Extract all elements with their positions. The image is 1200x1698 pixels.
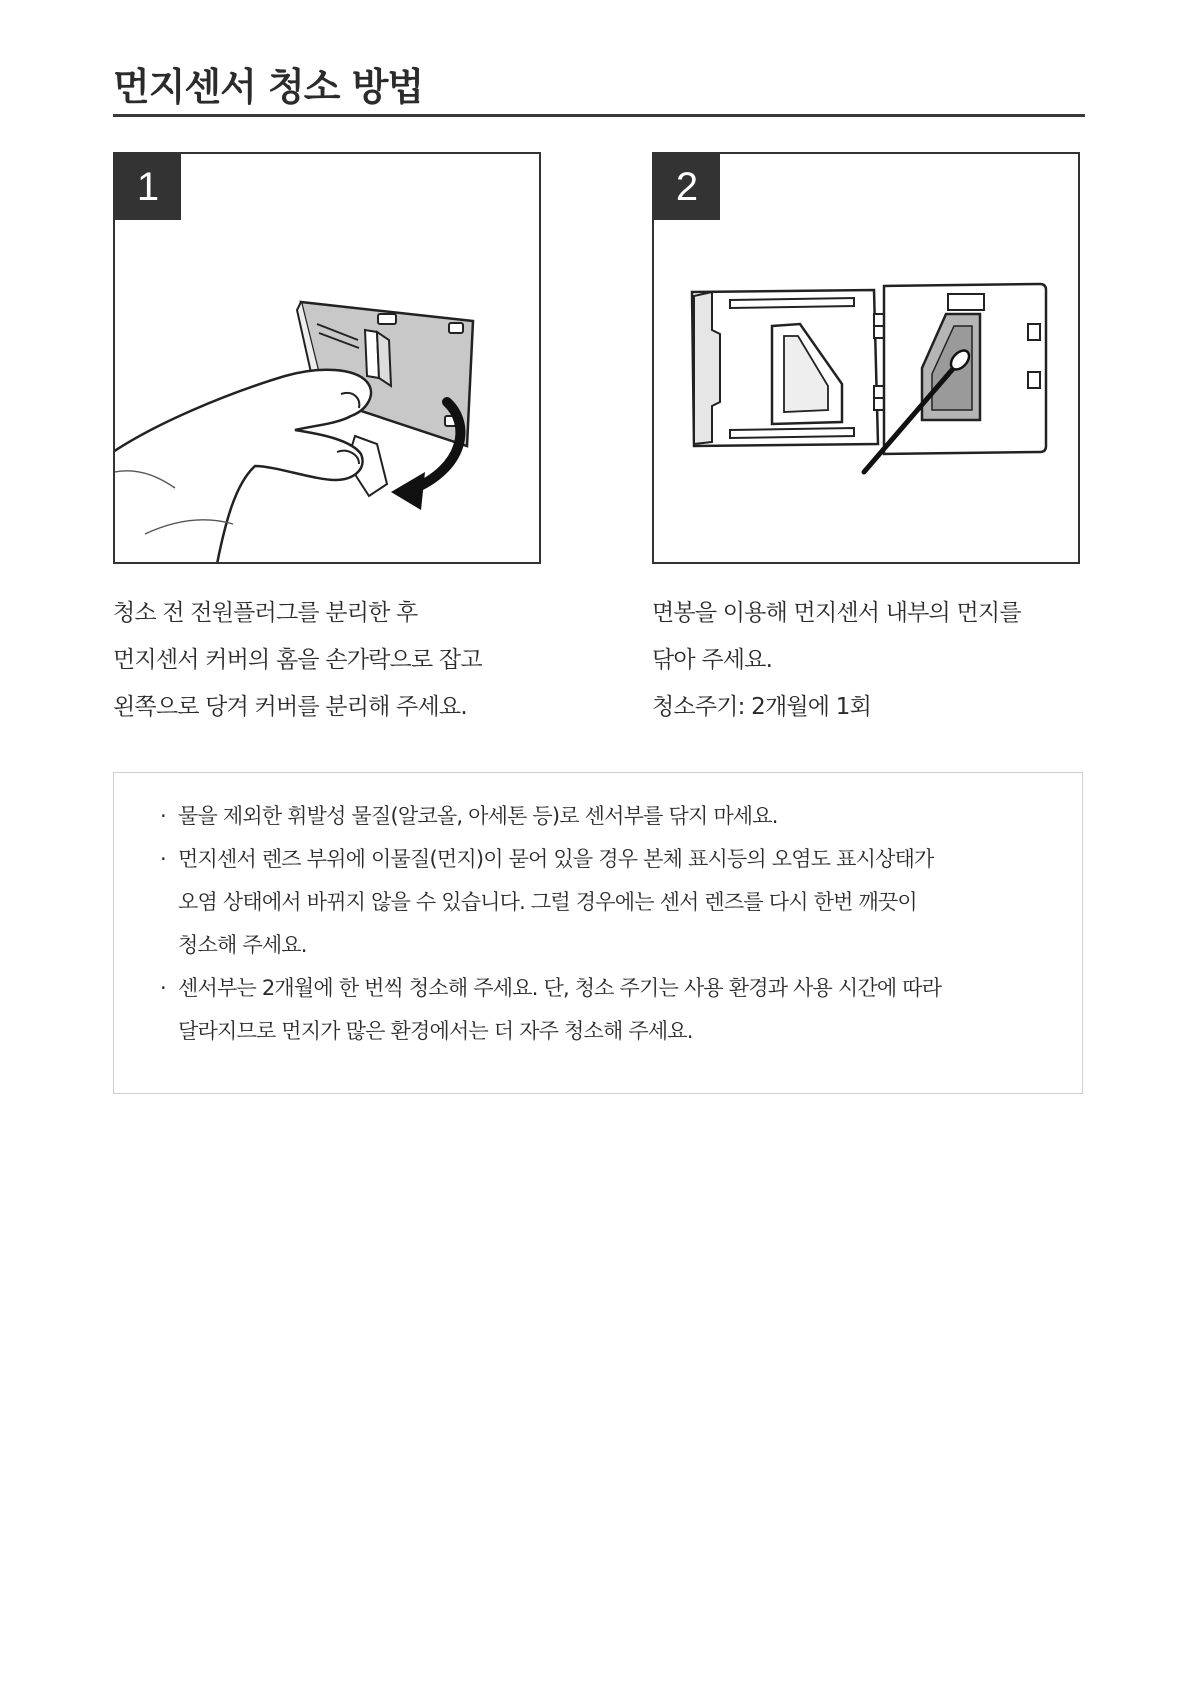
caption-line: 먼지센서 커버의 홈을 손가락으로 잡고 (113, 647, 482, 673)
note-line: · 먼지센서 렌즈 부위에 이물질(먼지)이 묻어 있을 경우 본체 표시등의 오염도 표시상태가 (162, 838, 1082, 881)
bullet: · (160, 804, 166, 828)
page-title: 먼지센서 청소 방법 (113, 65, 424, 109)
step-number-badge: 1 (115, 154, 181, 220)
note-line: 청소해 주세요. (178, 933, 307, 957)
caption-line: 면봉을 이용해 먼지센서 내부의 먼지를 (652, 600, 1021, 626)
bullet: · (160, 847, 166, 871)
caption-line: 청소주기: 2개월에 1회 (652, 694, 871, 720)
title-divider (113, 114, 1085, 117)
hand-shape (115, 370, 371, 562)
note-line: 오염 상태에서 바뀌지 않을 수 있습니다. 그럴 경우에는 센서 렌즈를 다시 한번 깨끗이 (178, 890, 917, 914)
step-2-panel (652, 152, 1080, 564)
step-2-caption (652, 590, 1092, 731)
caption-line: 닦아 주세요. (652, 647, 773, 673)
step-1-caption (113, 590, 553, 731)
note-line: 달라지므로 먼지가 많은 환경에서는 더 자주 청소해 주세요. (178, 1019, 693, 1043)
bullet: · (160, 976, 166, 1000)
notes-box (113, 772, 1083, 1094)
note-line: · 물을 제외한 휘발성 물질(알코올, 아세톤 등)로 센서부를 닦지 마세요. (162, 795, 1082, 838)
caption-line: 왼쪽으로 당겨 커버를 분리해 주세요. (113, 694, 467, 720)
note-line: · 센서부는 2개월에 한 번씩 청소해 주세요. 단, 청소 주기는 사용 환경과 사용 시간에 따라 (162, 967, 1082, 1010)
caption-line: 청소 전 전원플러그를 분리한 후 (113, 600, 418, 626)
step-1-panel (113, 152, 541, 564)
step-number-badge: 2 (654, 154, 720, 220)
